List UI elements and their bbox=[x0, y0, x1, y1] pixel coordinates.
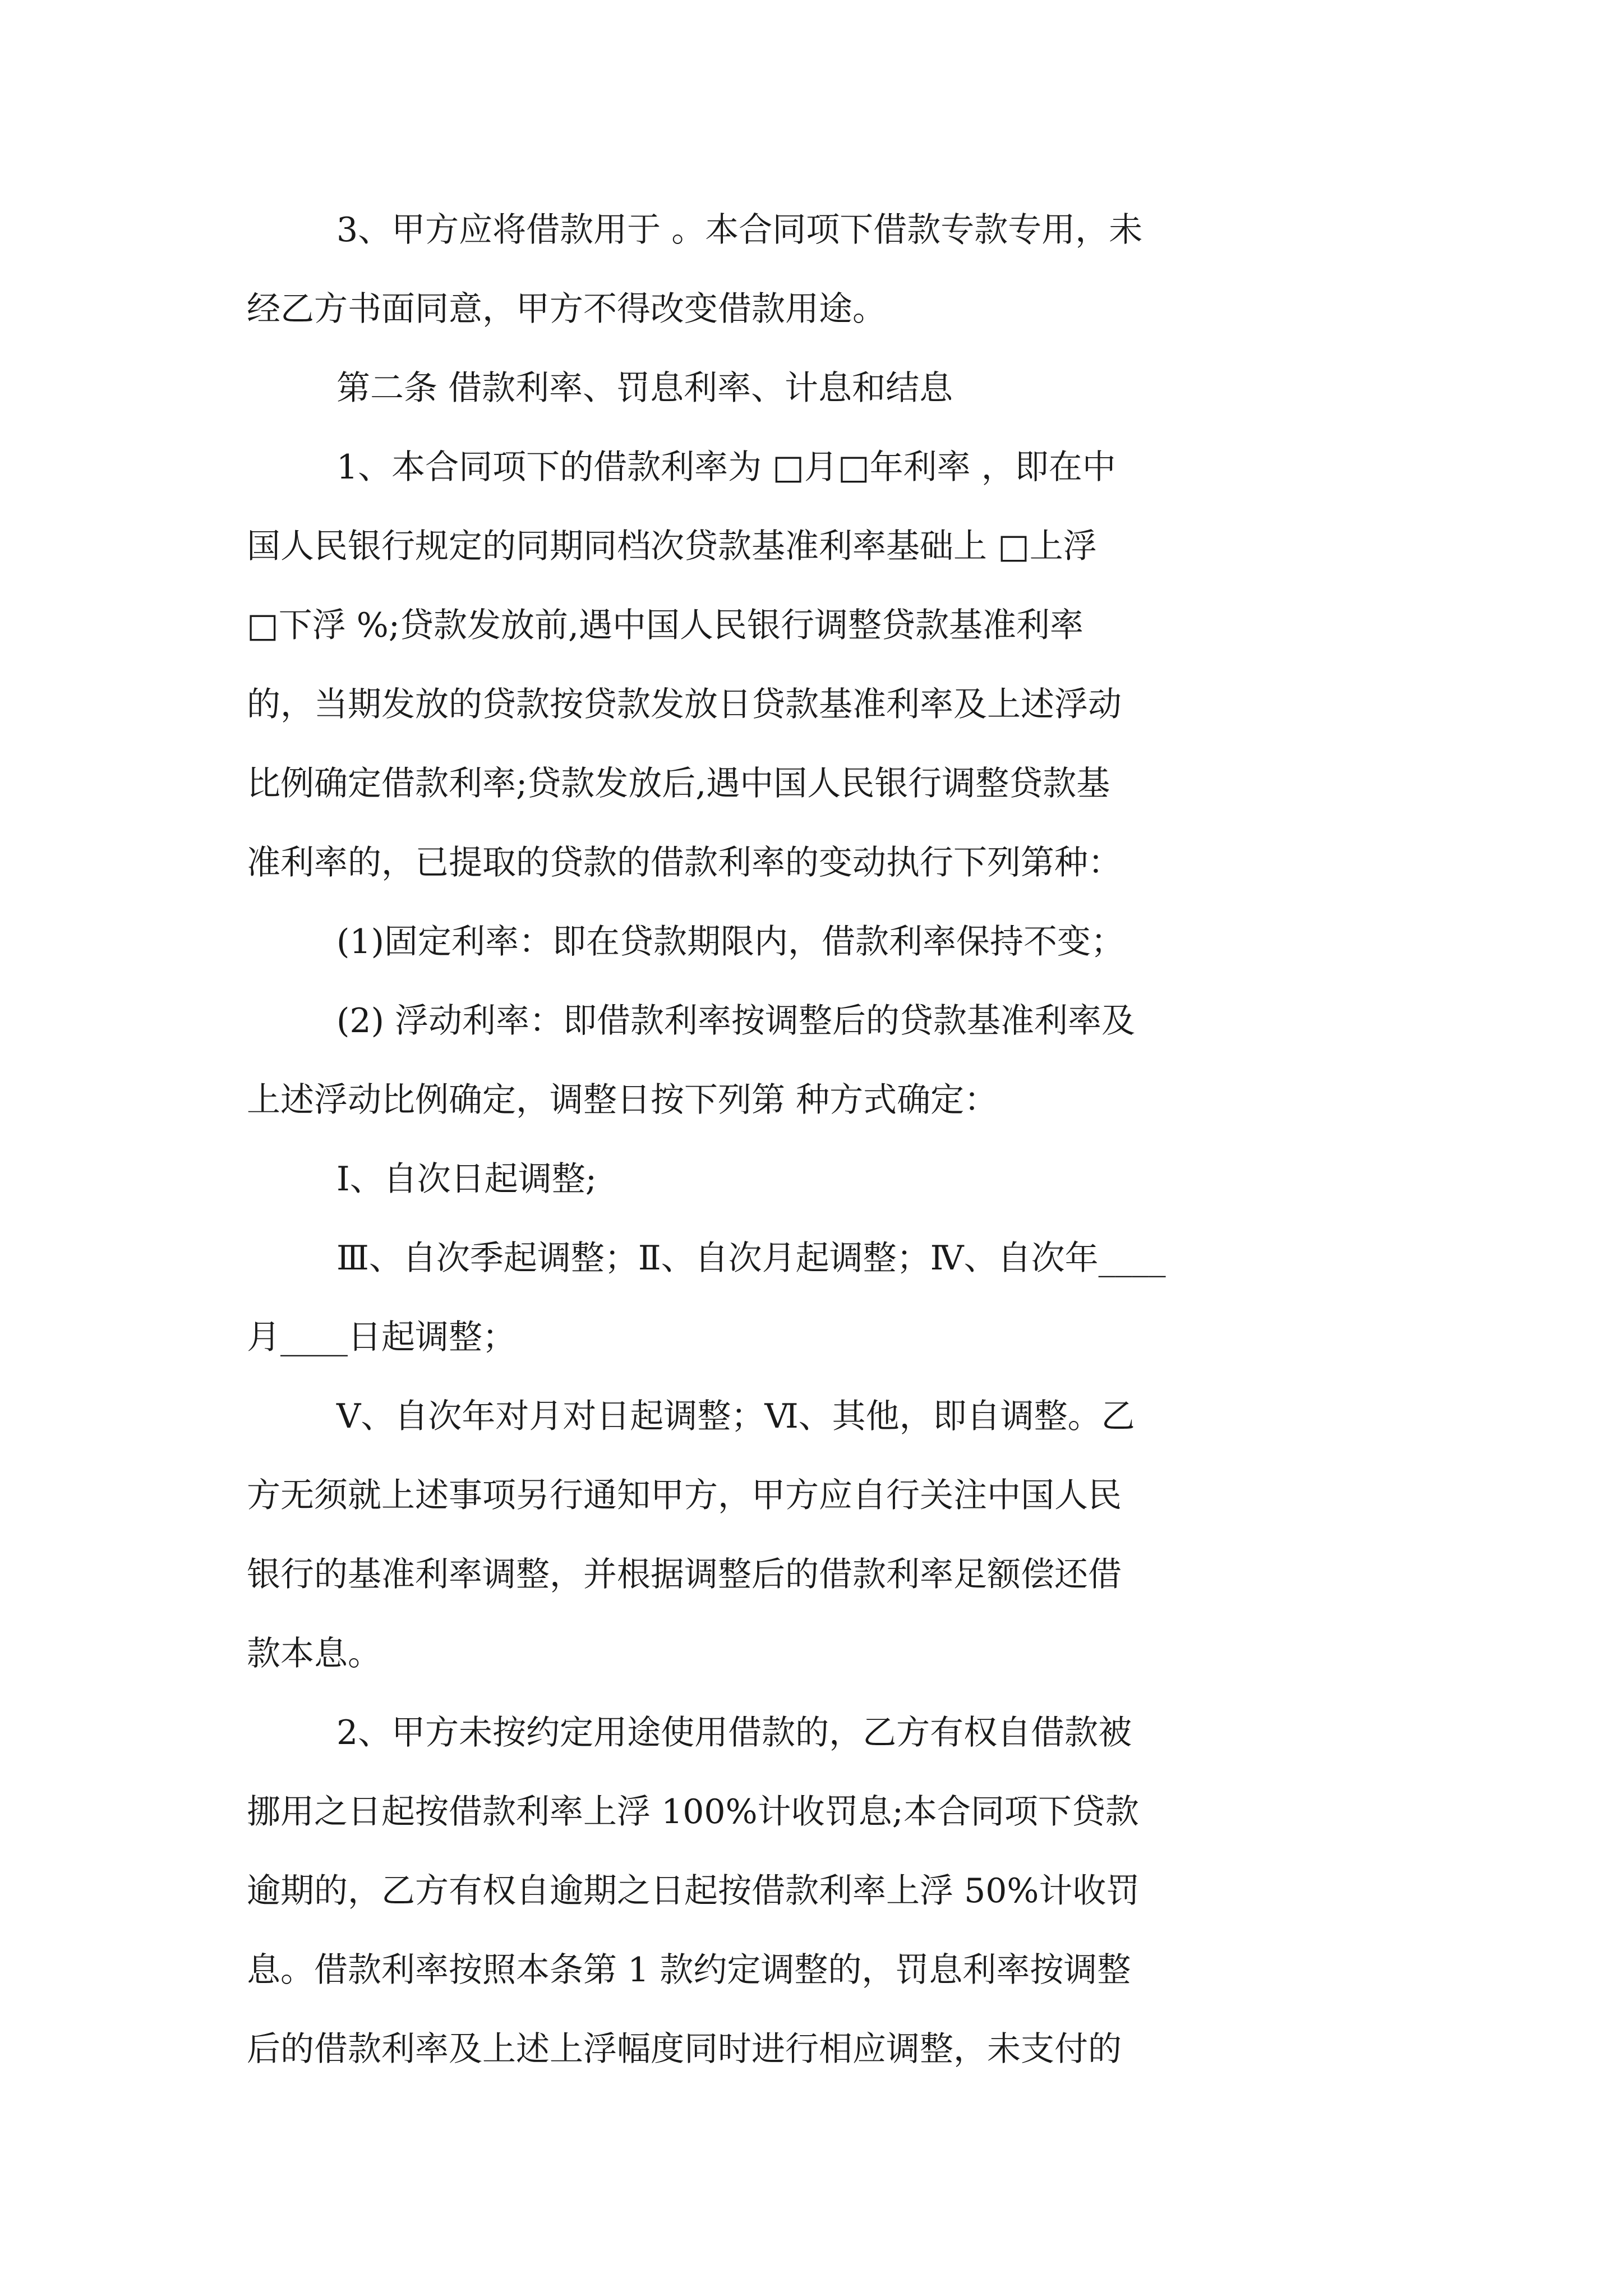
text-line: 国人民银行规定的同期同档次贷款基准利率基础上 □上浮 bbox=[247, 527, 1097, 566]
text-line: 逾期的，乙方有权自逾期之日起按借款利率上浮 50%计收罚 bbox=[247, 1871, 1140, 1911]
text-line: 银行的基准利率调整，并根据调整后的借款利率足额偿还借 bbox=[247, 1555, 1122, 1594]
text-line: 后的借款利率及上述上浮幅度同时进行相应调整，未支付的 bbox=[247, 2030, 1122, 2069]
text-line: 方无须就上述事项另行通知甲方，甲方应自行关注中国人民 bbox=[247, 1476, 1122, 1515]
text-line: 款本息。 bbox=[247, 1634, 381, 1673]
article-2-heading: 第二条 借款利率、罚息利率、计息和结息 bbox=[336, 369, 953, 408]
text-line: 月____日起调整； bbox=[247, 1318, 516, 1357]
text-line: 3、甲方应将借款用于 。本合同项下借款专款专用，未 bbox=[336, 210, 1143, 250]
text-line: 2、甲方未按约定用途使用借款的，乙方有权自借款被 bbox=[336, 1713, 1132, 1752]
text-line: □下浮 %;贷款发放前,遇中国人民银行调整贷款基准利率 bbox=[247, 606, 1084, 645]
adjust-option-i: Ⅰ、自次日起调整; bbox=[336, 1159, 597, 1199]
option-fixed-rate: (1)固定利率：即在贷款期限内，借款利率保持不变； bbox=[336, 922, 1124, 961]
text-line: Ⅲ、自次季起调整；Ⅱ、自次月起调整；Ⅳ、自次年____ bbox=[336, 1239, 1166, 1278]
text-line: 1、本合同项下的借款利率为 □月□年利率 ，即在中 bbox=[336, 448, 1116, 487]
text-line: 准利率的，已提取的贷款的借款利率的变动执行下列第种： bbox=[247, 843, 1122, 882]
text-line: 息。借款利率按照本条第 1 款约定调整的，罚息利率按调整 bbox=[247, 1950, 1131, 1990]
text-line: (2) 浮动利率：即借款利率按调整后的贷款基准利率及 bbox=[336, 1001, 1136, 1041]
text-line: 挪用之日起按借款利率上浮 100%计收罚息;本合同项下贷款 bbox=[247, 1792, 1139, 1832]
text-line: 上述浮动比例确定，调整日按下列第 种方式确定： bbox=[247, 1080, 998, 1120]
text-line: 比例确定借款利率;贷款发放后,遇中国人民银行调整贷款基 bbox=[247, 764, 1110, 803]
text-line: Ⅴ、自次年对月对日起调整；Ⅵ、其他，即自调整。乙 bbox=[336, 1397, 1135, 1436]
text-line: 的，当期发放的贷款按贷款发放日贷款基准利率及上述浮动 bbox=[247, 685, 1122, 724]
text-line: 经乙方书面同意，甲方不得改变借款用途。 bbox=[247, 289, 886, 329]
